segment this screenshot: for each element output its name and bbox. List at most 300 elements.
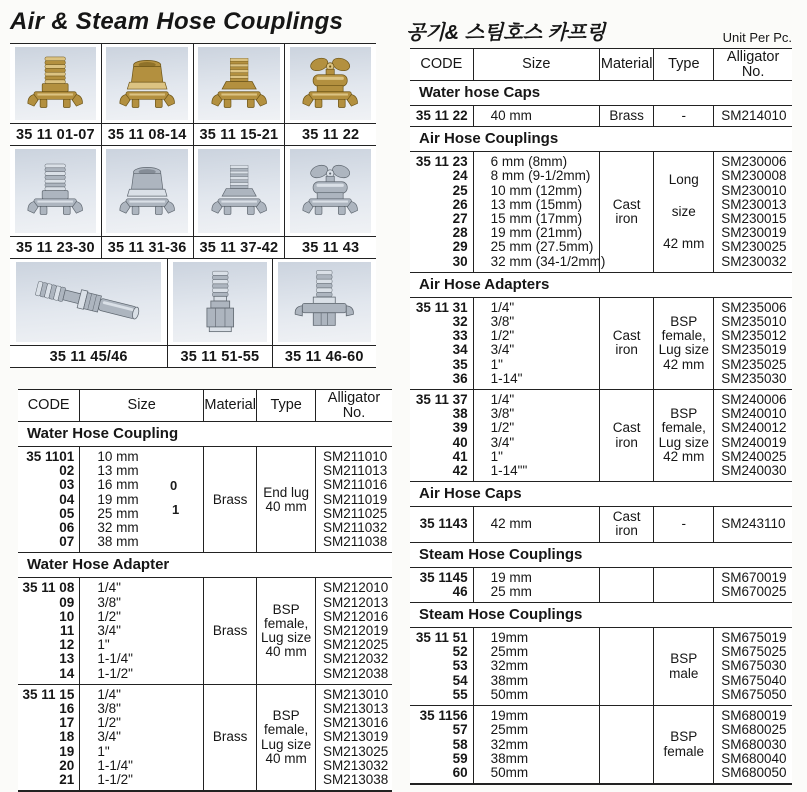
page-title: Air & Steam Hose Couplings (10, 8, 344, 35)
alligator-cell (315, 578, 392, 683)
alligator-cell (713, 628, 792, 705)
header-cell (410, 49, 473, 80)
code-value: 06 (59, 520, 75, 536)
right-title-row (404, 12, 796, 46)
product-group-row (18, 578, 392, 684)
alligator-number: SM235019 (721, 342, 787, 358)
size-cell (473, 106, 599, 126)
size-value: 38mm (490, 672, 529, 688)
code-value: 16 (59, 701, 75, 717)
header-label: Alligator (726, 49, 780, 65)
code-cell (410, 106, 473, 126)
alligator-number: SM211010 (322, 449, 388, 464)
cap-coupling-image (296, 152, 364, 229)
product-code: 35 11 15-21 (199, 126, 279, 143)
alligator-number: SM230008 (721, 168, 787, 184)
table-header (18, 390, 392, 422)
product-photo (168, 259, 271, 346)
product-group-row (410, 628, 792, 706)
alligator-number: SM214010 (721, 108, 787, 123)
alligator-number: SM212025 (322, 637, 389, 653)
code-value: 35 1156 (419, 708, 468, 724)
size-value: 32mm (490, 736, 529, 752)
product-code: 35 11 31-36 (107, 239, 187, 256)
size-value: 3/8" (97, 701, 121, 717)
header-label: Type (270, 397, 302, 414)
product-cell (284, 44, 376, 145)
type-value: female, (264, 615, 309, 631)
alligator-number: SM680030 (721, 736, 787, 752)
product-group-row (410, 390, 792, 482)
code-cell (18, 447, 79, 552)
product-code: 35 11 45/46 (49, 348, 128, 365)
code-value: 24 (452, 168, 468, 184)
code-value: 20 (59, 757, 75, 773)
size-value: 1-1/2" (97, 665, 133, 681)
header-cell (473, 49, 599, 80)
header-cell (653, 49, 713, 80)
photo-background (106, 47, 187, 120)
code-cell (410, 706, 473, 783)
section-title: Water hose Caps (410, 81, 792, 106)
alligator-number: SM240006 (721, 392, 787, 408)
size-value: 3/4" (490, 342, 515, 358)
alligator-number: SM211016 (322, 477, 388, 493)
product-cell (193, 44, 285, 145)
product-group-row (410, 507, 792, 542)
material-cell (599, 106, 653, 126)
size-value: 1/2" (490, 420, 515, 436)
size-value: 25mm (490, 644, 529, 660)
product-code: 35 11 01-07 (15, 126, 95, 143)
product-photo (10, 44, 101, 124)
grid-row (10, 259, 376, 368)
product-cell (284, 146, 376, 258)
code-value: 40 (452, 434, 468, 450)
alligator-cell (713, 106, 792, 126)
code-value: 25 (452, 182, 468, 198)
alligator-number: SM235025 (721, 356, 787, 372)
code-cell (410, 628, 473, 705)
photo-background (198, 47, 279, 120)
photo-background (290, 149, 371, 233)
material-cell (599, 568, 653, 602)
product-cell (10, 146, 101, 258)
alligator-cell (713, 706, 792, 783)
code-value: 02 (59, 463, 75, 479)
photo-background (173, 262, 267, 342)
type-value: female, (264, 722, 309, 738)
material-value: Brass (212, 623, 248, 639)
code-cell (410, 507, 473, 541)
code-value: 35 11 15 (22, 686, 75, 702)
size-value: 6 mm (8mm) (490, 154, 568, 170)
code-cell (410, 152, 473, 272)
size-cell (473, 706, 599, 783)
type-cell (653, 298, 713, 389)
alligator-cell (713, 298, 792, 389)
code-value: 36 (452, 370, 468, 386)
size-value: 32 mm (97, 520, 139, 536)
material-cell (203, 447, 256, 552)
product-cell (101, 44, 193, 145)
code-value: 57 (452, 722, 468, 738)
product-group-row (18, 685, 392, 790)
product-cell (10, 259, 167, 367)
type-value: Lug size (261, 630, 312, 646)
code-value: 35 11 31 (415, 299, 468, 315)
material-cell (203, 578, 256, 683)
header-cell (315, 390, 392, 421)
size-cell (473, 628, 599, 705)
product-photo (10, 259, 167, 346)
material-cell (599, 298, 653, 389)
size-value: 13 mm (15mm) (490, 196, 583, 212)
nipple-coupling-image (181, 265, 260, 339)
alligator-number: SM680025 (721, 722, 787, 738)
alligator-number: SM213038 (322, 772, 389, 788)
type-value: End lug (263, 484, 310, 500)
size-value: 19mm (490, 708, 529, 724)
stray-print-mark: 1 (172, 502, 180, 517)
alligator-cell (713, 152, 792, 272)
code-value: 53 (452, 658, 468, 674)
code-value: 42 (452, 463, 468, 479)
product-cell (10, 44, 101, 145)
type-cell (653, 390, 713, 481)
type-value: BSP (272, 601, 300, 617)
code-value: 59 (452, 750, 468, 766)
type-value: Lug size (658, 434, 709, 450)
section-title: Steam Hose Couplings (410, 543, 792, 568)
size-value: 3/4" (490, 434, 515, 450)
alligator-number: SM230032 (721, 253, 787, 269)
alligator-number: SM213010 (322, 686, 389, 702)
type-value: 40 mm (265, 750, 307, 766)
alligator-number: SM675050 (721, 686, 787, 702)
unit-note: Unit Per Pc. (722, 30, 792, 45)
type-value: female (663, 743, 705, 759)
code-cell (410, 298, 473, 389)
alligator-number: SM235010 (721, 314, 787, 330)
material-cell (203, 685, 256, 790)
header-cell (256, 390, 315, 421)
size-value: 1" (97, 743, 110, 759)
material-cell (599, 507, 653, 541)
code-value: 52 (452, 644, 468, 660)
alligator-number: SM680050 (721, 764, 787, 780)
photo-background (15, 47, 96, 120)
header-label: Material (600, 56, 653, 73)
grid-row (10, 44, 376, 146)
hosetail2-coupling-image (285, 265, 364, 339)
type-value: BSP (670, 406, 698, 422)
size-value: 32mm (490, 658, 529, 674)
product-cell (167, 259, 271, 367)
alligator-number: SM213025 (322, 743, 389, 759)
alligator-number: SM212038 (322, 665, 389, 681)
size-value: 1/2" (97, 715, 121, 731)
alligator-number: SM230013 (721, 196, 787, 212)
alligator-number: SM230025 (721, 239, 787, 255)
female-coupling-image (113, 50, 181, 117)
alligator-number: SM230006 (721, 154, 787, 170)
header-cell (713, 49, 792, 80)
photo-background (16, 262, 161, 342)
product-code: 35 11 46-60 (284, 348, 364, 365)
size-value: 19 mm (97, 491, 139, 507)
size-value: 42 mm (490, 516, 532, 532)
size-cell (473, 568, 599, 602)
code-value: 46 (452, 583, 468, 599)
size-value: 1-14"" (490, 463, 528, 479)
size-value: 1" (97, 637, 110, 653)
size-cell (473, 152, 606, 272)
alligator-number: SM680019 (721, 708, 787, 724)
product-group-row (410, 106, 792, 127)
size-value: 3/8" (97, 594, 121, 610)
size-value: 3/4" (97, 729, 121, 745)
size-value: 1-1/2" (97, 772, 133, 788)
code-cell (18, 578, 79, 683)
product-cell (193, 146, 285, 258)
type-cell (256, 447, 315, 552)
alligator-number: SM213032 (322, 757, 389, 773)
code-value: 54 (452, 672, 468, 688)
alligator-number: SM213019 (322, 729, 389, 745)
alligator-number: SM212016 (322, 608, 389, 624)
alligator-number: SM211038 (322, 534, 388, 550)
right-table (410, 48, 792, 785)
product-cell (101, 146, 193, 258)
material-cell (599, 628, 653, 705)
product-cell (272, 259, 376, 367)
material-value: Brass (212, 491, 248, 507)
code-cell (410, 568, 473, 602)
size-value: 1-1/4" (97, 651, 133, 667)
size-value: 10 mm (97, 449, 139, 464)
code-value: 19 (59, 743, 75, 759)
left-table (18, 389, 392, 792)
code-value: 60 (452, 764, 468, 780)
section-title: Air Hose Couplings (410, 127, 792, 152)
alligator-number: SM211025 (322, 505, 388, 521)
code-value: 30 (452, 253, 468, 269)
type-value: 42 mm (663, 448, 705, 464)
section-title: Air Hose Adapters (410, 273, 792, 298)
material-value: iron (615, 434, 638, 450)
size-value: 10 mm (12mm) (490, 182, 583, 198)
type-cell (653, 568, 713, 602)
photo-background (198, 149, 279, 233)
size-value: 25mm (490, 722, 529, 738)
size-value: 1" (490, 356, 503, 372)
type-value: BSP (670, 314, 698, 330)
size-value: 38 mm (97, 534, 139, 550)
alligator-cell (315, 447, 392, 552)
code-value: 26 (452, 196, 468, 212)
alligator-number: SM212032 (322, 651, 389, 667)
type-value: male (669, 665, 699, 681)
type-value: 42 mm (663, 235, 705, 251)
type-value: Long (668, 171, 699, 187)
type-value: BSP (670, 729, 698, 745)
section-title: Water Hose Adapter (18, 553, 392, 578)
material-value: Cast (612, 509, 641, 525)
size-value: 8 mm (9-1/2mm) (490, 168, 591, 184)
alligator-number: SM240012 (721, 420, 787, 436)
size-value: 1/4" (97, 686, 121, 702)
product-photo (194, 146, 285, 237)
type-value: - (681, 108, 687, 123)
alligator-number: SM670019 (721, 569, 787, 585)
material-value: Brass (609, 108, 644, 123)
photo-background (15, 149, 96, 233)
code-value: 55 (452, 686, 468, 702)
material-cell (599, 152, 653, 272)
header-label: Size (127, 397, 156, 414)
size-value: 3/4" (97, 623, 121, 639)
female-coupling-image (113, 152, 181, 229)
alligator-number: SM675019 (721, 630, 787, 646)
alligator-number: SM675040 (721, 672, 787, 688)
code-value: 35 1101 (26, 449, 75, 464)
header-cell (79, 390, 203, 421)
alligator-number: SM670025 (721, 583, 787, 599)
material-value: Brass (212, 729, 248, 745)
size-value: 50mm (490, 686, 529, 702)
product-group-row (410, 706, 792, 783)
page-title-korean: 공기& 스팀호스 카프링 (406, 22, 606, 44)
alligator-number: SM680040 (721, 750, 787, 766)
size-value: 1/2" (490, 328, 515, 344)
code-value: 29 (452, 239, 468, 255)
alligator-number: SM211032 (322, 520, 388, 536)
product-photo (273, 259, 376, 346)
alligator-number: SM243110 (721, 516, 786, 532)
shaft-coupling-image (28, 265, 150, 339)
photo-background (290, 47, 371, 120)
header-label: Size (522, 56, 551, 73)
size-cell (473, 390, 599, 481)
type-value: - (681, 516, 687, 532)
code-value: 17 (59, 715, 75, 731)
alligator-number: SM235030 (721, 370, 787, 386)
code-value: 03 (59, 477, 75, 493)
product-group-row (18, 447, 392, 553)
size-value: 40 mm (490, 108, 532, 123)
section-title: Air Hose Caps (410, 482, 792, 507)
stray-print-mark: 0 (170, 478, 178, 493)
code-value: 05 (59, 505, 75, 521)
alligator-number: SM235006 (721, 299, 787, 315)
type-cell (653, 706, 713, 783)
code-cell (410, 390, 473, 481)
product-code: 35 11 37-42 (199, 239, 279, 256)
alligator-number: SM675025 (721, 644, 787, 660)
type-value: 40 mm (265, 644, 307, 660)
alligator-number: SM675030 (721, 658, 787, 674)
size-value: 19 mm (21mm) (490, 225, 583, 241)
alligator-number: SM230010 (721, 182, 787, 198)
type-value: 40 mm (265, 498, 307, 514)
size-cell (79, 685, 203, 790)
type-value: 42 mm (663, 356, 705, 372)
product-code: 35 11 51-55 (180, 348, 260, 365)
size-value: 3/8" (490, 314, 515, 330)
photo-background (278, 262, 372, 342)
male-coupling-image (205, 152, 273, 229)
size-value: 19 mm (490, 569, 532, 585)
code-value: 38 (452, 406, 468, 422)
alligator-number: SM240019 (721, 434, 787, 450)
product-photo (102, 44, 193, 124)
product-photo (285, 146, 376, 237)
header-label: CODE (27, 397, 70, 414)
size-cell (79, 578, 203, 683)
hosetail-coupling-image (21, 50, 89, 117)
alligator-cell (713, 568, 792, 602)
material-value: Cast (612, 328, 641, 344)
header-cell (599, 49, 653, 80)
grid-row (10, 146, 376, 259)
type-cell (653, 628, 713, 705)
code-value: 33 (452, 328, 468, 344)
header-label: Alligator (327, 390, 381, 406)
photo-background (106, 149, 187, 233)
size-value: 1-14" (490, 370, 523, 386)
code-value: 35 11 37 (415, 392, 468, 408)
alligator-cell (713, 507, 792, 541)
alligator-number: SM212013 (322, 594, 389, 610)
product-code: 35 11 08-14 (107, 126, 187, 143)
code-value: 35 (452, 356, 468, 372)
size-value: 16 mm (97, 477, 139, 493)
type-value: size (671, 203, 696, 219)
size-value: 25 mm (490, 583, 532, 599)
product-code: 35 11 43 (302, 239, 360, 256)
product-group-row (410, 298, 792, 390)
size-value: 1" (490, 448, 503, 464)
left-column (8, 4, 394, 792)
code-value: 21 (59, 772, 75, 788)
product-photo (102, 146, 193, 237)
alligator-cell (713, 390, 792, 481)
code-value: 13 (59, 651, 75, 667)
size-value: 1/2" (97, 608, 121, 624)
material-value: iron (615, 211, 638, 227)
alligator-number: SM240010 (721, 406, 787, 422)
code-value: 35 11 08 (22, 580, 75, 596)
type-cell (256, 685, 315, 790)
size-value: 25 mm (27.5mm) (490, 239, 594, 255)
size-value: 1/4" (490, 392, 515, 408)
material-value: Cast (612, 196, 641, 212)
size-value: 15 mm (17mm) (490, 211, 583, 227)
type-value: female, (661, 420, 706, 436)
size-value: 32 mm (34-1/2mm) (490, 253, 606, 269)
material-cell (599, 706, 653, 783)
type-value: female, (661, 328, 706, 344)
product-group-row (410, 152, 792, 273)
header-cell (203, 390, 256, 421)
size-value: 1-1/4" (97, 757, 133, 773)
product-code: 35 11 23-30 (15, 239, 95, 256)
type-value: BSP (670, 651, 698, 667)
alligator-number: SM211019 (322, 491, 388, 507)
alligator-number: SM230015 (721, 211, 787, 227)
code-value: 41 (452, 448, 468, 464)
